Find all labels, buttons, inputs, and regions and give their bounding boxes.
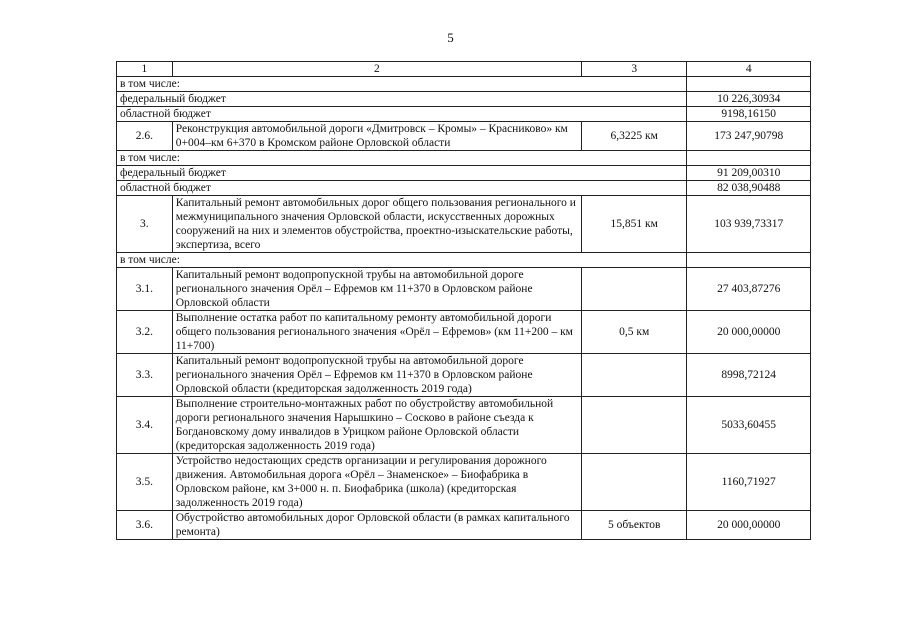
- row-description: Капитальный ремонт водопропускной трубы на автомобильной дороге регионального значения Орёл – Ефремов км 11+370 в Орловском районе Орловской области (кредиторская задолженность 2019 года): [172, 354, 581, 397]
- row-description: Выполнение строительно-монтажных работ по обустройству автомобильной дороги регионального значения Нарышкино – Сосково в районе съезда к Богдановскому дому инвалидов в Урицком районе Орловской области (кредиторская задолженность 2019 года): [172, 397, 581, 454]
- column-header-2: 2: [172, 62, 581, 77]
- row-quantity: 5 объектов: [582, 511, 687, 540]
- row-quantity: [582, 454, 687, 511]
- subtotal-value: 91 209,00310: [687, 166, 811, 181]
- table-header-row: [117, 62, 811, 77]
- table-row: [117, 454, 811, 511]
- subtotal-label: федеральный бюджет: [117, 92, 687, 107]
- table-row: [117, 511, 811, 540]
- row-description: Реконструкция автомобильной дороги «Дмитровск – Кромы» – Красниково» км 0+004–км 6+370 в Кромском районе Орловской области: [172, 122, 581, 151]
- subtotal-label: федеральный бюджет: [117, 166, 687, 181]
- row-number: 3.: [117, 196, 173, 253]
- subtotal-label: областной бюджет: [117, 107, 687, 122]
- table-subtotal-row: [117, 77, 811, 92]
- budget-table: [116, 61, 811, 540]
- row-quantity: [582, 354, 687, 397]
- subtotal-label: областной бюджет: [117, 181, 687, 196]
- row-amount: 8998,72124: [687, 354, 811, 397]
- row-amount: 103 939,73317: [687, 196, 811, 253]
- table-subtotal-row: [117, 92, 811, 107]
- row-amount: 173 247,90798: [687, 122, 811, 151]
- subtotal-value: [687, 77, 811, 92]
- subtotal-value: 82 038,90488: [687, 181, 811, 196]
- row-number: 3.5.: [117, 454, 173, 511]
- row-description: Обустройство автомобильных дорог Орловской области (в рамках капитального ремонта): [172, 511, 581, 540]
- table-row: [117, 122, 811, 151]
- row-quantity: 0,5 км: [582, 311, 687, 354]
- subtotal-value: [687, 253, 811, 268]
- table-subtotal-row: [117, 253, 811, 268]
- row-description: Устройство недостающих средств организации и регулирования дорожного движения. Автомобильная дорога «Орёл – Знаменское» – Биофабрика в Орловском районе, км 3+000 н. п. Биофабрика (школа) (кредиторская задолженность 2019 года): [172, 454, 581, 511]
- page-number: 5: [447, 30, 454, 45]
- row-description: Выполнение остатка работ по капитальному ремонту автомобильной дороги общего пользования регионального значения «Орёл – Ефремов» (км 11+200 – км 11+700): [172, 311, 581, 354]
- row-number: 3.3.: [117, 354, 173, 397]
- table-row: [117, 268, 811, 311]
- column-header-4: 4: [687, 62, 811, 77]
- table-row: [117, 354, 811, 397]
- subtotal-value: [687, 151, 811, 166]
- row-number: 3.4.: [117, 397, 173, 454]
- subtotal-label: в том числе:: [117, 77, 687, 92]
- column-header-1: 1: [117, 62, 173, 77]
- row-quantity: 15,851 км: [582, 196, 687, 253]
- row-number: 3.1.: [117, 268, 173, 311]
- row-amount: 27 403,87276: [687, 268, 811, 311]
- row-number: 3.6.: [117, 511, 173, 540]
- row-description: Капитальный ремонт автомобильных дорог общего пользования регионального и межмуниципального значения Орловской области, искусственных дорожных сооружений на них и элементов обустройства, проектно-изыскательские работы, экспертиза, всего: [172, 196, 581, 253]
- row-quantity: [582, 397, 687, 454]
- row-number: 3.2.: [117, 311, 173, 354]
- subtotal-label: в том числе:: [117, 253, 687, 268]
- row-amount: 20 000,00000: [687, 311, 811, 354]
- table-subtotal-row: [117, 107, 811, 122]
- table-subtotal-row: [117, 151, 811, 166]
- table-row: [117, 397, 811, 454]
- column-header-3: 3: [582, 62, 687, 77]
- row-description: Капитальный ремонт водопропускной трубы на автомобильной дороге регионального значения Орёл – Ефремов км 11+370 в Орловском районе Орловской области: [172, 268, 581, 311]
- subtotal-label: в том числе:: [117, 151, 687, 166]
- row-amount: 1160,71927: [687, 454, 811, 511]
- budget-table-body: [117, 62, 811, 540]
- row-quantity: [582, 268, 687, 311]
- table-row: [117, 196, 811, 253]
- row-number: 2.6.: [117, 122, 173, 151]
- subtotal-value: 9198,16150: [687, 107, 811, 122]
- row-amount: 5033,60455: [687, 397, 811, 454]
- table-row: [117, 311, 811, 354]
- row-quantity: 6,3225 км: [582, 122, 687, 151]
- subtotal-value: 10 226,30934: [687, 92, 811, 107]
- table-subtotal-row: [117, 181, 811, 196]
- row-amount: 20 000,00000: [687, 511, 811, 540]
- table-subtotal-row: [117, 166, 811, 181]
